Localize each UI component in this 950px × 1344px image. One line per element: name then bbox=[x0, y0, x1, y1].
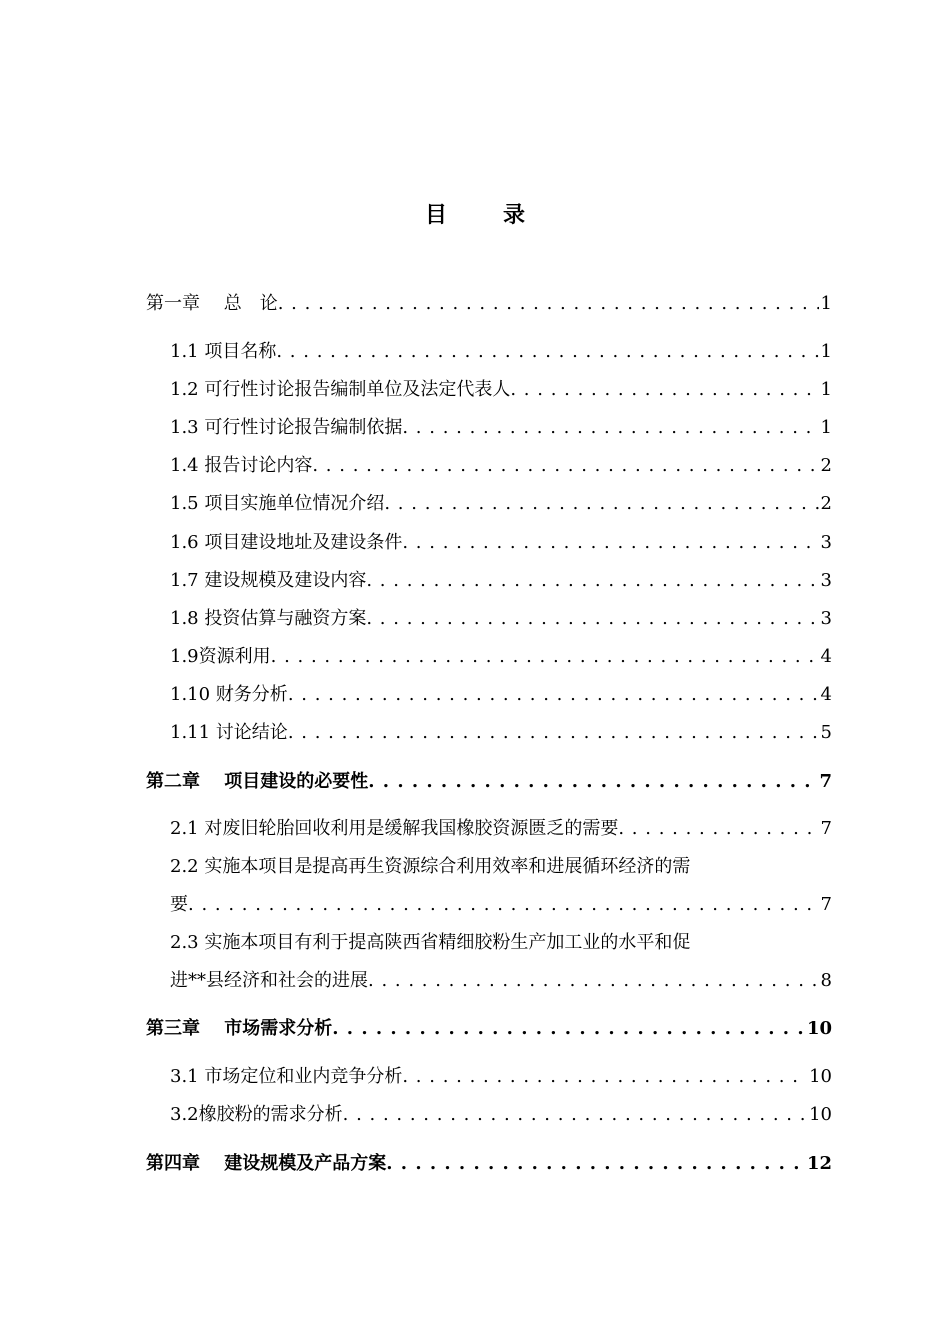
toc-entry-1-5[interactable] bbox=[170, 492, 832, 516]
toc-entry-page: 1 bbox=[820, 341, 832, 362]
toc-entry-page: 7 bbox=[819, 771, 832, 792]
toc-entry-1-9[interactable] bbox=[170, 645, 832, 669]
toc-entry-label-line-2: 要 bbox=[170, 894, 188, 915]
dot-leader bbox=[402, 1065, 807, 1089]
toc-entry-1-2[interactable] bbox=[170, 378, 832, 402]
toc-entry-chapter-4[interactable] bbox=[146, 1152, 832, 1176]
toc-entry-chapter-3[interactable] bbox=[146, 1017, 832, 1041]
toc-entry-label-line-1: 2.2 实施本项目是提高再生资源综合利用效率和进展循环经济的需 bbox=[170, 856, 691, 877]
dot-leader bbox=[402, 531, 818, 555]
toc-entry-page: 1 bbox=[820, 293, 832, 314]
toc-entry-page: 10 bbox=[809, 1104, 832, 1125]
toc-entry-page: 4 bbox=[820, 684, 832, 705]
toc-entry-label: 1.7 建设规模及建设内容 bbox=[170, 570, 367, 591]
toc-entry-page: 7 bbox=[820, 894, 832, 915]
toc-entry-label: 1.9资源利用 bbox=[170, 646, 271, 667]
toc-entry-label: 1.3 可行性讨论报告编制依据 bbox=[170, 417, 403, 438]
toc-entry-1-10[interactable] bbox=[170, 683, 832, 707]
toc-entry-chapter-2[interactable] bbox=[146, 770, 832, 794]
toc-title-char-2: 录 bbox=[503, 202, 526, 228]
dot-leader bbox=[366, 607, 818, 631]
toc-entry-page: 3 bbox=[820, 608, 832, 629]
toc-entry-page: 2 bbox=[820, 493, 832, 514]
toc-entry-page: 1 bbox=[820, 417, 832, 438]
toc-entry-page: 3 bbox=[820, 570, 832, 591]
toc-entry-label: 2.1 对废旧轮胎回收利用是缓解我国橡胶资源匮乏的需要 bbox=[170, 818, 619, 839]
toc-entry-page: 4 bbox=[820, 646, 832, 667]
dot-leader bbox=[288, 683, 819, 707]
dot-leader bbox=[288, 721, 819, 745]
toc-entry-label: 第四章 建设规模及产品方案 bbox=[146, 1153, 387, 1174]
dot-leader bbox=[384, 492, 818, 516]
toc-entry-page: 10 bbox=[806, 1018, 832, 1039]
toc-entry-label: 第三章 市场需求分析 bbox=[146, 1018, 333, 1039]
toc-entry-chapter-1[interactable] bbox=[146, 292, 832, 316]
toc-entry-1-4[interactable] bbox=[170, 454, 832, 478]
dot-leader bbox=[402, 416, 818, 440]
dot-leader bbox=[276, 340, 818, 364]
toc-entry-2-2[interactable] bbox=[170, 855, 832, 917]
toc-entry-2-1[interactable] bbox=[170, 817, 832, 841]
toc-entry-page: 2 bbox=[820, 455, 832, 476]
toc-entry-page: 12 bbox=[806, 1153, 832, 1174]
toc-entry-1-1[interactable] bbox=[170, 340, 832, 364]
dot-leader bbox=[368, 770, 817, 794]
toc-entry-label: 1.4 报告讨论内容 bbox=[170, 455, 313, 476]
toc-entry-label: 1.1 项目名称 bbox=[170, 341, 277, 362]
toc-title-char-1: 目 bbox=[424, 202, 447, 228]
toc-entry-label-line-1: 2.3 实施本项目有利于提高陕西省精细胶粉生产加工业的水平和促 bbox=[170, 932, 691, 953]
dot-leader bbox=[386, 1152, 805, 1176]
dot-leader bbox=[343, 1103, 807, 1127]
toc-entry-label: 第一章 总 论 bbox=[146, 293, 278, 314]
toc-entry-page: 3 bbox=[820, 532, 832, 553]
dot-leader bbox=[368, 969, 819, 993]
dot-leader bbox=[278, 292, 819, 316]
toc-entry-1-11[interactable] bbox=[170, 721, 832, 745]
toc-entry-1-6[interactable] bbox=[170, 531, 832, 555]
toc-entry-label: 1.8 投资估算与融资方案 bbox=[170, 608, 367, 629]
dot-leader bbox=[271, 645, 819, 669]
dot-leader bbox=[332, 1017, 805, 1041]
toc-entry-page: 5 bbox=[820, 722, 832, 743]
dot-leader bbox=[510, 378, 818, 402]
toc-entry-label: 1.5 项目实施单位情况介绍 bbox=[170, 493, 385, 514]
toc-entry-2-3[interactable] bbox=[170, 931, 832, 993]
toc-entry-label-line-2: 进**县经济和社会的进展 bbox=[170, 970, 368, 991]
toc-entry-3-1[interactable] bbox=[170, 1065, 832, 1089]
toc-entry-page: 8 bbox=[820, 970, 832, 991]
toc-entry-page: 7 bbox=[820, 818, 832, 839]
toc-entry-3-2[interactable] bbox=[170, 1103, 832, 1127]
toc-entry-page: 10 bbox=[809, 1066, 832, 1087]
toc-entry-label: 第二章 项目建设的必要性 bbox=[146, 771, 369, 792]
toc-entry-1-8[interactable] bbox=[170, 607, 832, 631]
toc-entry-page: 1 bbox=[820, 379, 832, 400]
toc-entry-label: 3.2橡胶粉的需求分析 bbox=[170, 1104, 343, 1125]
toc-entry-label: 1.11 讨论结论 bbox=[170, 722, 288, 743]
dot-leader bbox=[188, 893, 819, 917]
toc-entry-label: 3.1 市场定位和业内竞争分析 bbox=[170, 1066, 403, 1087]
dot-leader bbox=[618, 817, 818, 841]
toc-entry-label: 1.10 财务分析 bbox=[170, 684, 288, 705]
toc-entry-1-3[interactable] bbox=[170, 416, 832, 440]
toc-entry-label: 1.2 可行性讨论报告编制单位及法定代表人 bbox=[170, 379, 511, 400]
toc-entry-1-7[interactable] bbox=[170, 569, 832, 593]
dot-leader bbox=[312, 454, 818, 478]
dot-leader bbox=[366, 569, 818, 593]
toc-entry-label: 1.6 项目建设地址及建设条件 bbox=[170, 532, 403, 553]
